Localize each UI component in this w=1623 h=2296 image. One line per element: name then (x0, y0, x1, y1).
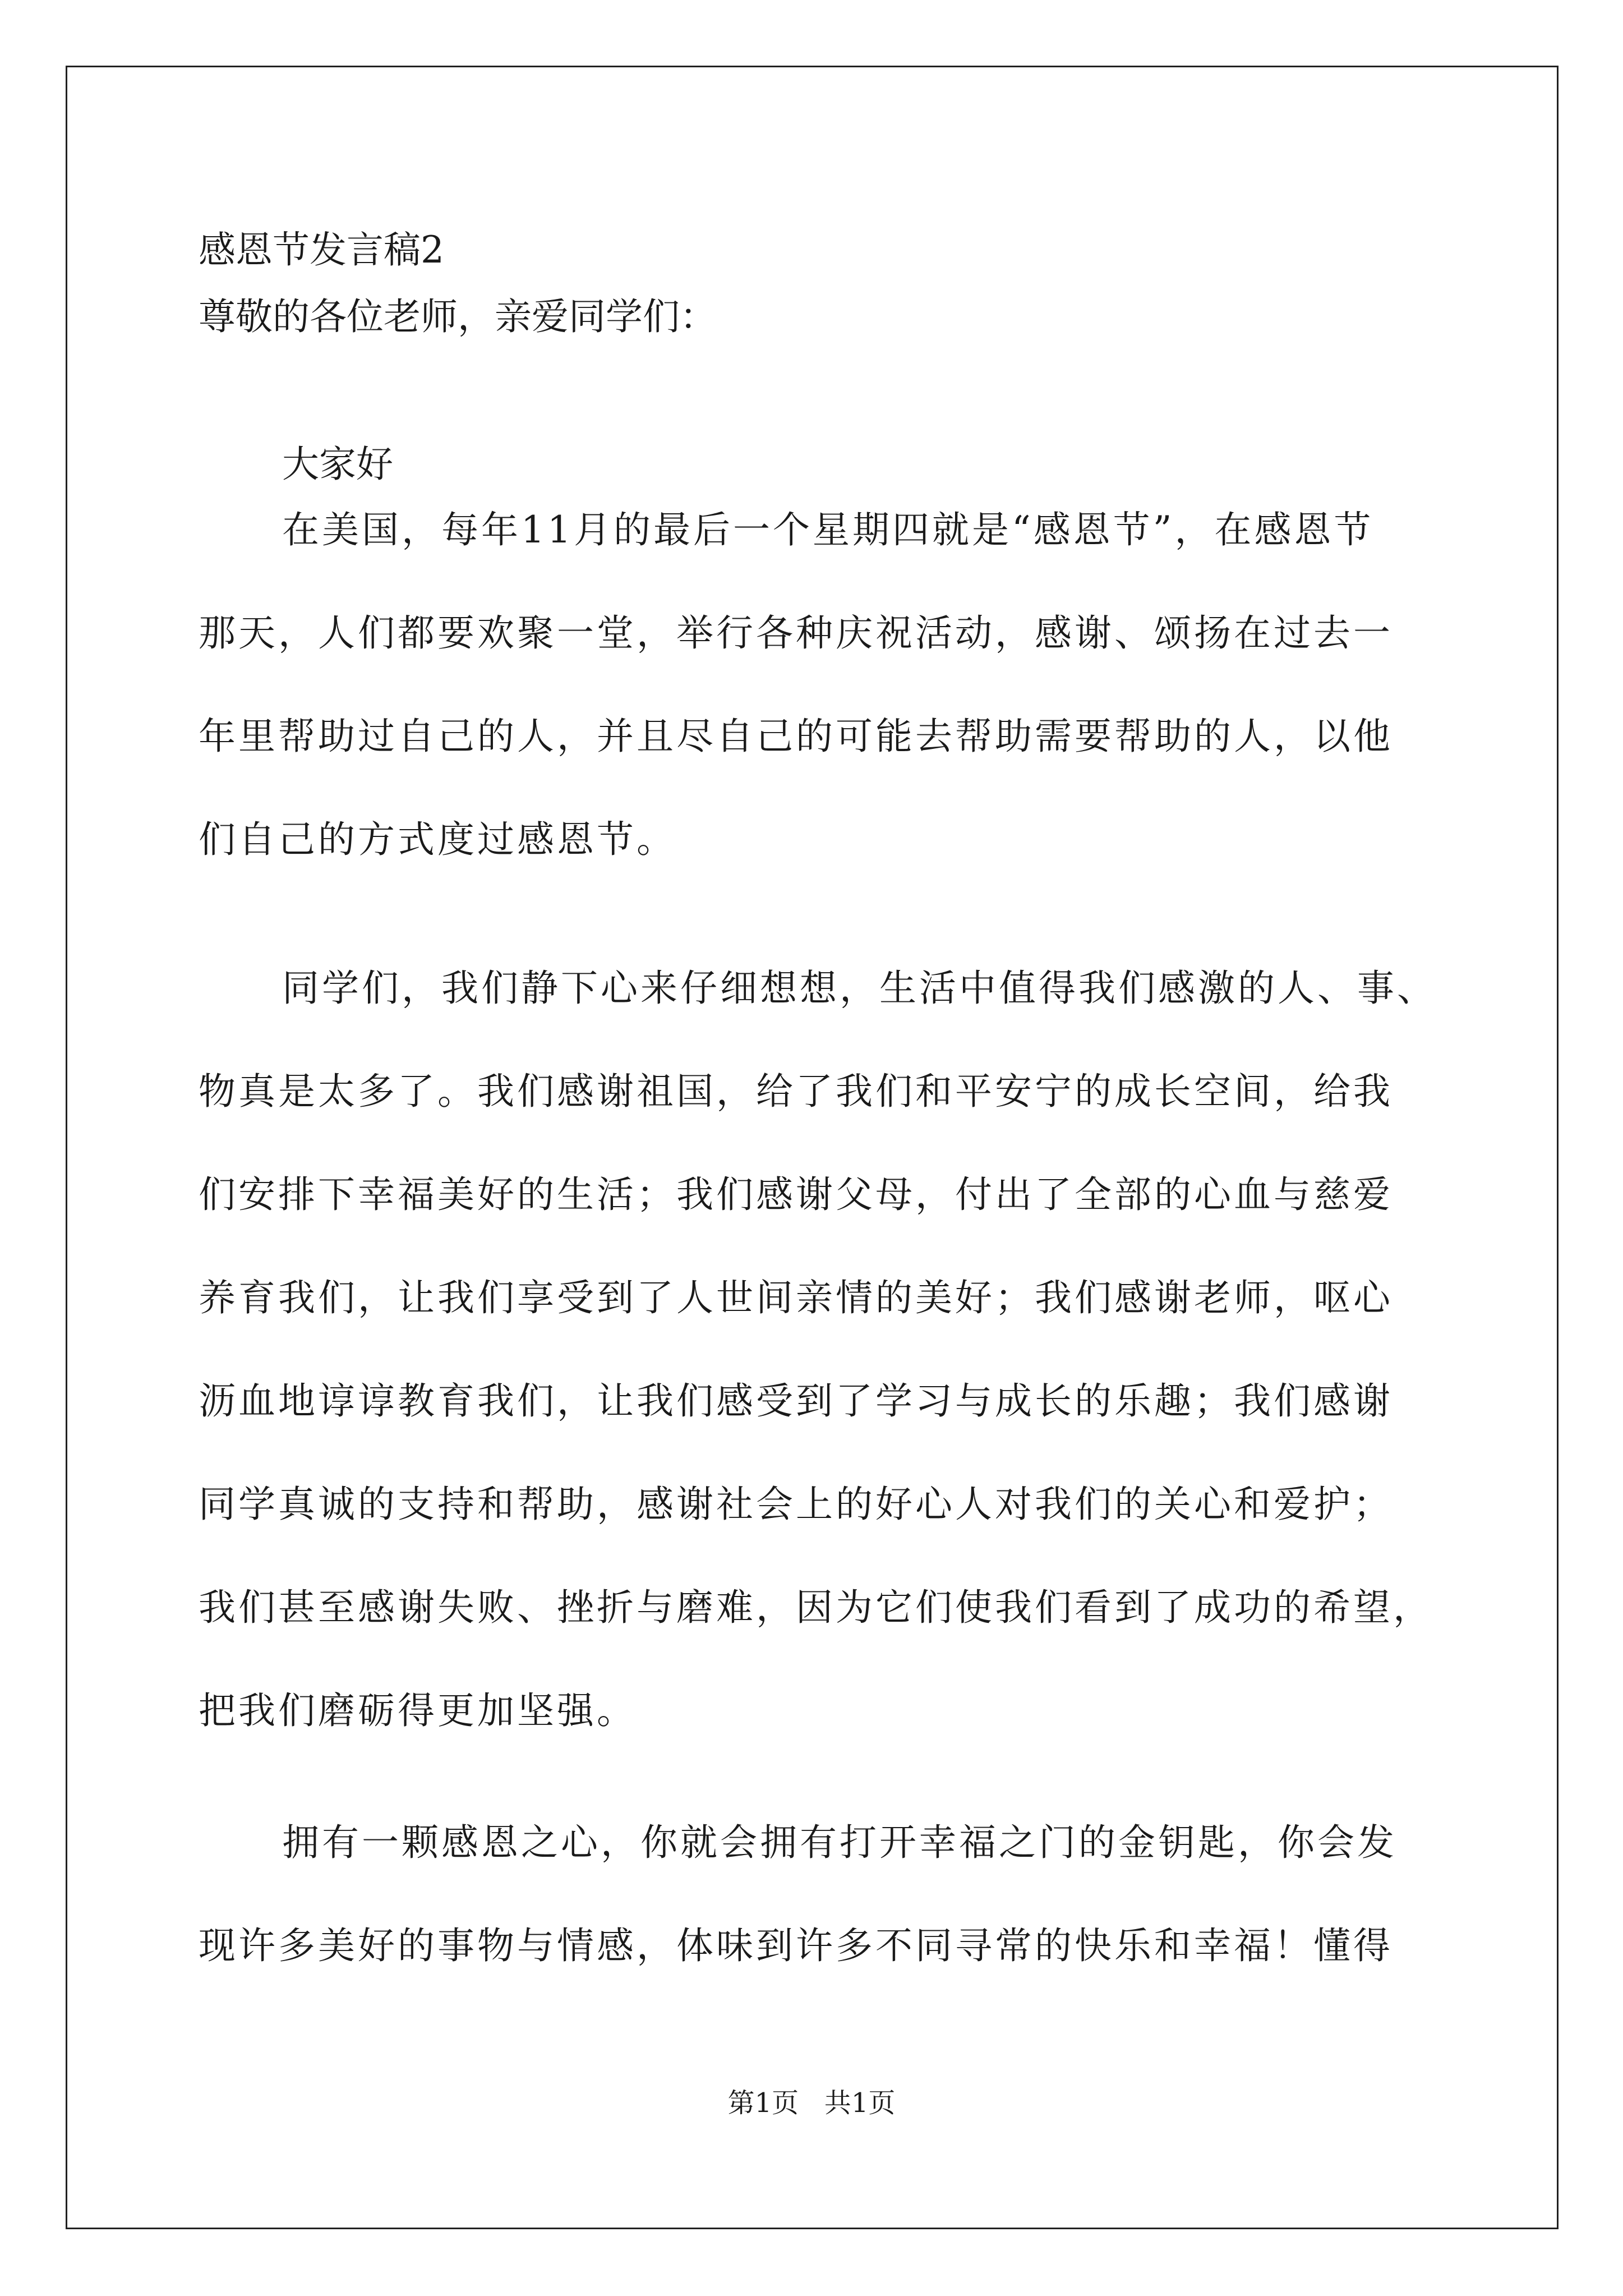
paragraph-line: 那天，人们都要欢聚一堂，举行各种庆祝活动，感谢、颂扬在过去一 (199, 611, 1393, 655)
paragraph-line: 我们甚至感谢失败、挫折与磨难，因为它们使我们看到了成功的希望， (199, 1586, 1433, 1629)
paragraph-line: 们自己的方式度过感恩节。 (199, 818, 676, 861)
paragraph-line: 同学真诚的支持和帮助，感谢社会上的好心人对我们的关心和爱护； (199, 1483, 1393, 1526)
greeting: 大家好 (282, 443, 393, 486)
document-title: 感恩节发言稿2 (199, 228, 444, 272)
paragraph-3 (199, 1820, 1432, 1968)
paragraph-line: 们安排下幸福美好的生活；我们感谢父母，付出了全部的心血与慈爱 (199, 1173, 1393, 1216)
paragraph-line: 沥血地谆谆教育我们，让我们感受到了学习与成长的乐趣；我们感谢 (199, 1379, 1393, 1423)
salutation: 尊敬的各位老师，亲爱同学们： (199, 295, 717, 338)
paragraph-line: 在美国，每年11月的最后一个星期四就是“感恩节”，在感恩节 (282, 508, 1374, 551)
paragraph-line: 养育我们，让我们享受到了人世间亲情的美好；我们感谢老师，呕心 (199, 1276, 1393, 1319)
paragraph-line: 同学们，我们静下心来仔细想想，生活中值得我们感激的人、事、 (282, 967, 1437, 1010)
paragraph-1 (199, 508, 1432, 862)
paragraph-line: 物真是太多了。我们感谢祖国，给了我们和平安宁的成长空间，给我 (199, 1070, 1393, 1113)
paragraph-2 (199, 966, 1437, 1733)
paragraph-line: 拥有一颗感恩之心，你就会拥有打开幸福之门的金钥匙，你会发 (282, 1821, 1397, 1864)
page-footer: 第1页 共1页 (727, 2087, 896, 2119)
paragraph-line: 现许多美好的事物与情感，体味到许多不同寻常的快乐和幸福！懂得 (199, 1924, 1393, 1967)
paragraph-line: 年里帮助过自己的人，并且尽自己的可能去帮助需要帮助的人，以他 (199, 715, 1393, 758)
paragraph-line: 把我们磨砺得更加坚强。 (199, 1689, 637, 1732)
